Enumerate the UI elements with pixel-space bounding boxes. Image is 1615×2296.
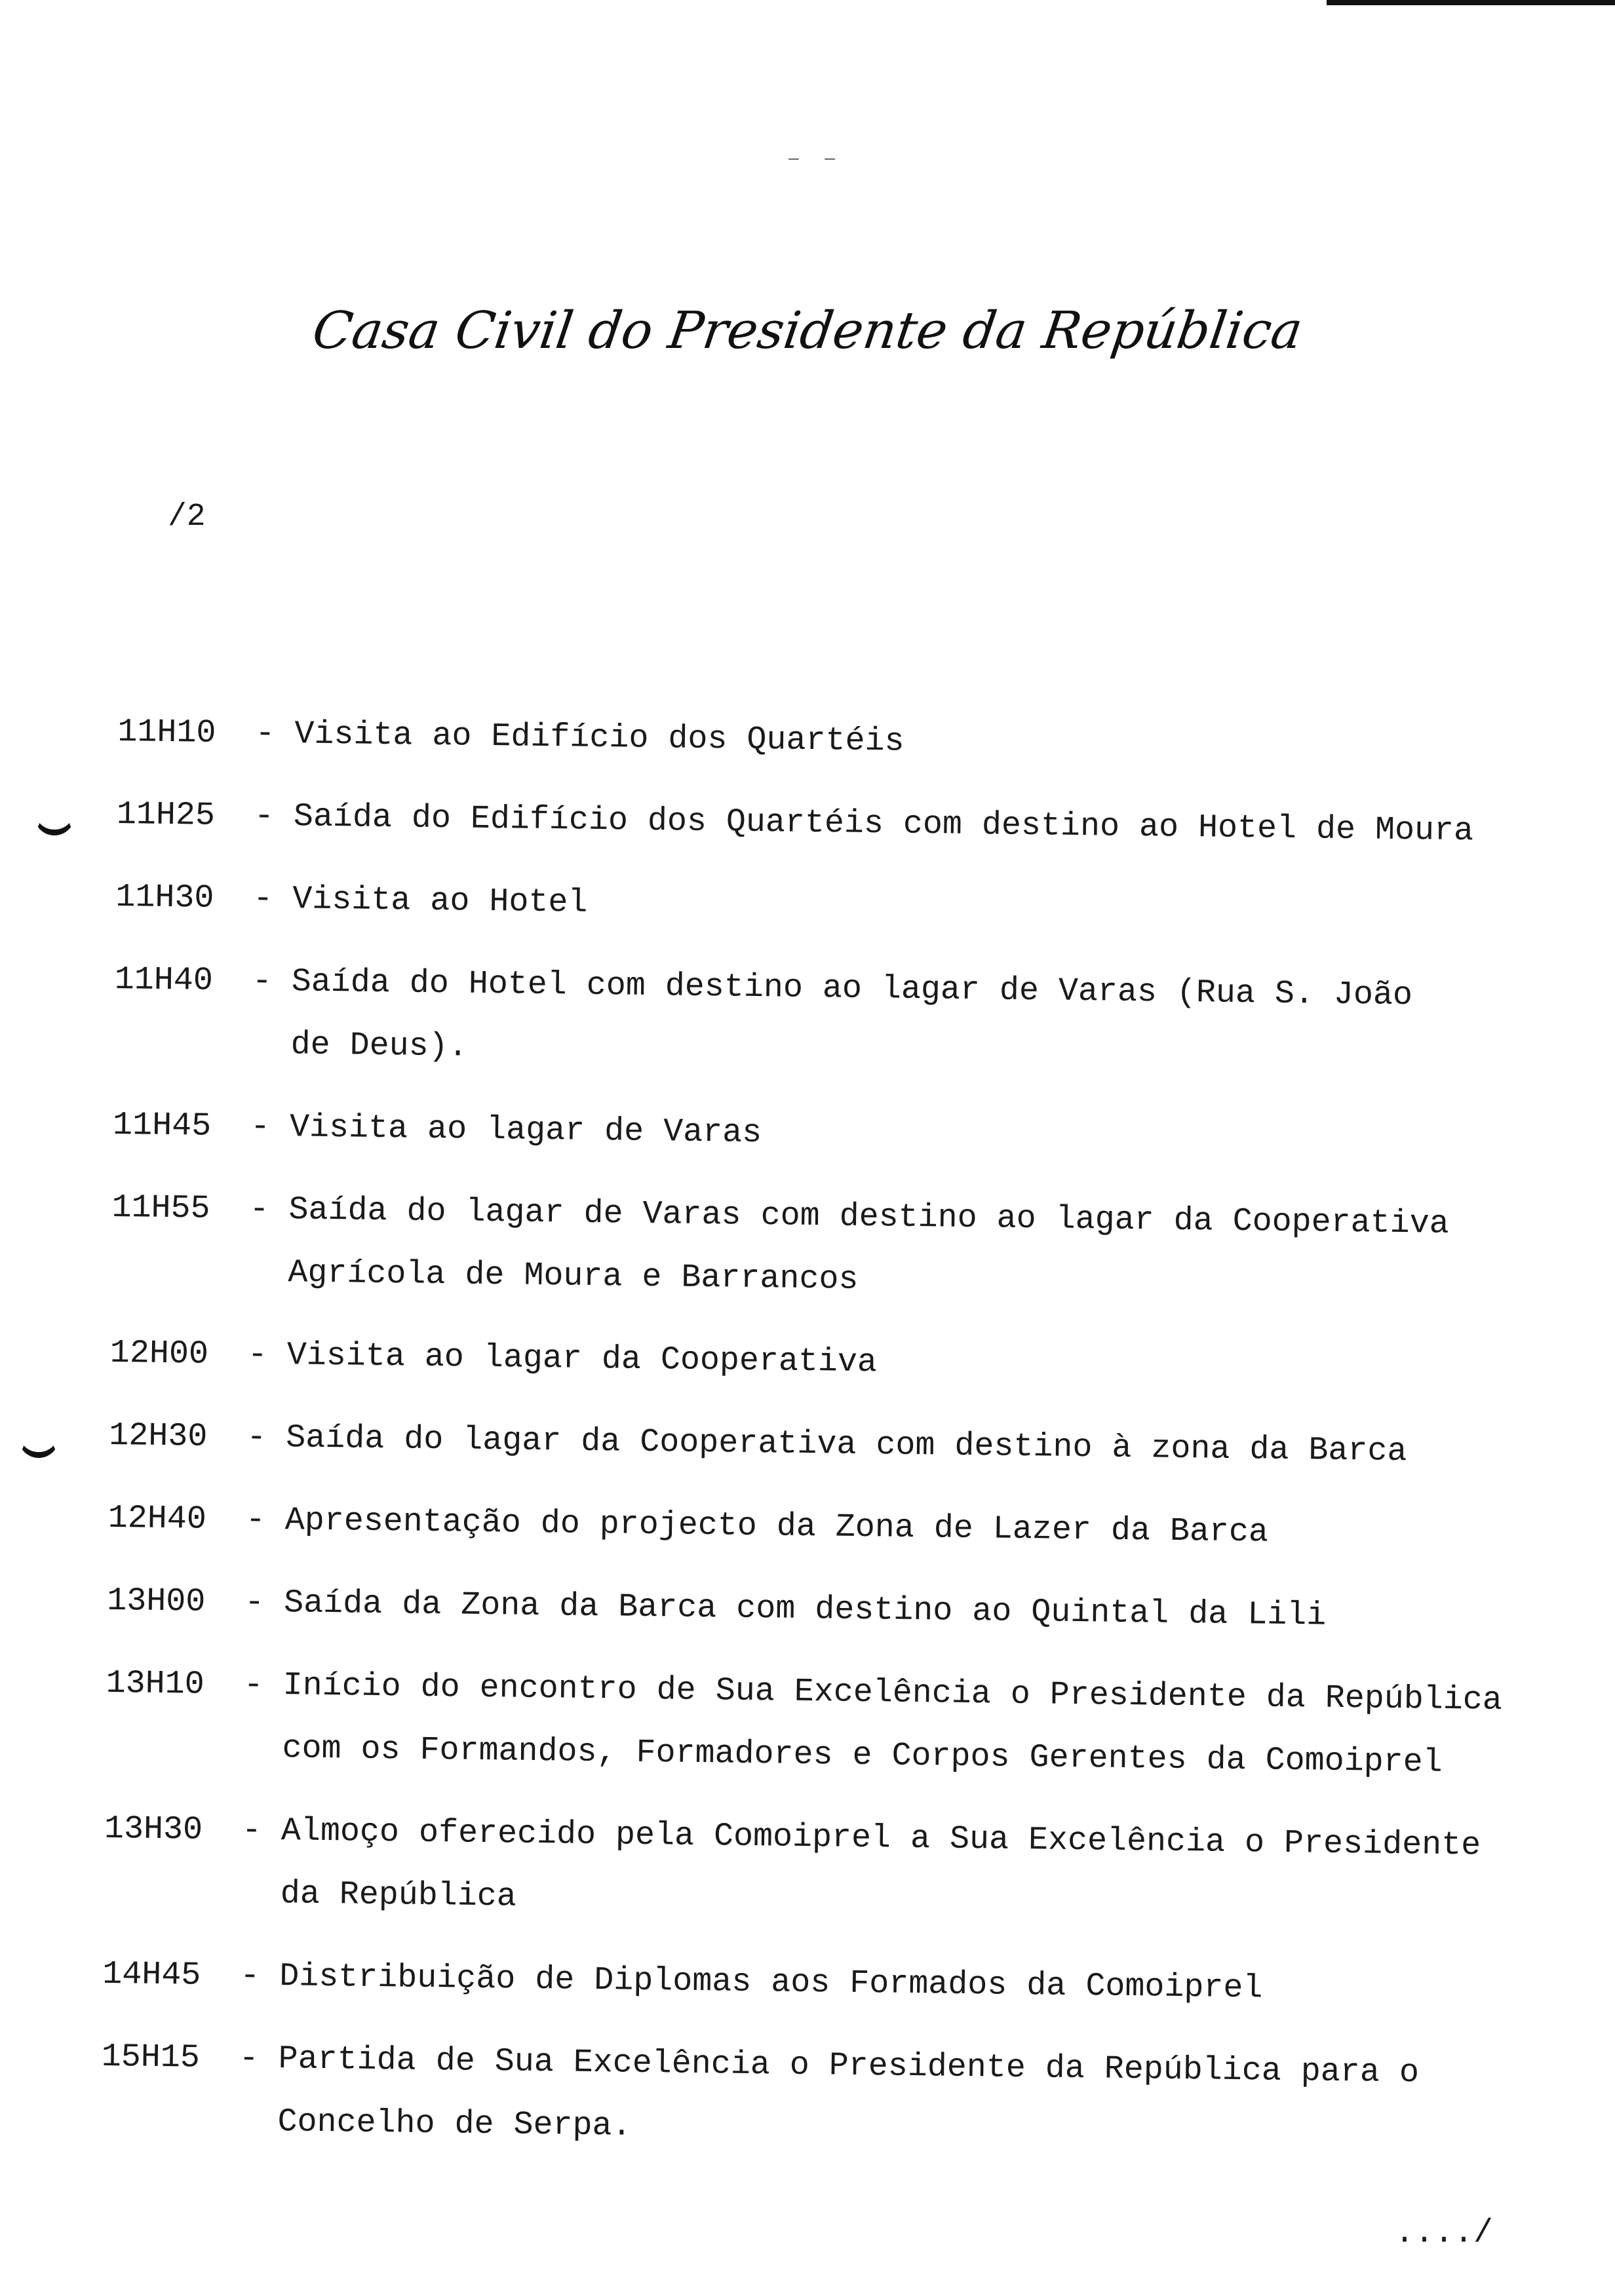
entry-separator: -: [252, 880, 273, 918]
entry-time: 12H30: [108, 1417, 208, 1456]
handwritten-check-mark: [34, 811, 75, 835]
schedule-entry: [102, 1943, 1519, 2023]
entry-time: 13H30: [104, 1810, 203, 1849]
schedule-entry: [113, 949, 1530, 1092]
entry-separator: -: [252, 963, 273, 1001]
entry-description: Partida de Sua Excelência o Presidente da República para o Concelho de Serpa.: [277, 2040, 1420, 2145]
schedule-entry: [112, 1094, 1528, 1174]
entry-time: 11H45: [112, 1106, 212, 1145]
schedule-entry: [107, 1570, 1523, 1650]
entry-time: 11H10: [117, 713, 216, 752]
entry-description: Saída do lagar de Varas com destino ao lagar da Cooperativa Agrícola de Moura e Barrancos: [288, 1191, 1450, 1299]
entry-description: Saída do lagar da Cooperativa com destino à zona da Barca: [285, 1419, 1407, 1471]
handwritten-check-mark: [18, 1434, 59, 1458]
entry-time: 12H00: [109, 1334, 209, 1373]
entry-description: Início do encontro de Sua Excelência o Presidente da República com os Formandos, Formadores e Corpos Gerentes da Comoiprel: [282, 1667, 1503, 1782]
entry-separator: -: [239, 2040, 260, 2078]
entry-description: Distribuição de Diplomas aos Formados da Comoiprel: [279, 1958, 1263, 2008]
entry-description: Saída do Hotel com destino ao lagar de Varas (Rua S. João de Deus).: [290, 963, 1413, 1066]
schedule-entry: [115, 866, 1532, 946]
entry-description: Saída da Zona da Barca com destino ao Quintal da Lili: [283, 1584, 1327, 1635]
entry-description: Visita ao Edifício dos Quartéis: [294, 716, 905, 761]
schedule-entry: [111, 1177, 1528, 1320]
entry-separator: -: [247, 1336, 268, 1374]
schedule-entry: [107, 1487, 1524, 1567]
entry-time: 11H55: [111, 1189, 210, 1228]
letterhead: Casa Civil do Presidente da República: [309, 301, 1306, 360]
entry-separator: -: [255, 715, 275, 753]
entry-time: 11H30: [115, 878, 214, 917]
entry-separator: -: [249, 1191, 269, 1229]
faint-dash-mark: – –: [787, 145, 841, 172]
entry-description: Visita ao lagar da Cooperativa: [286, 1337, 878, 1382]
schedule-entry: [103, 1798, 1520, 1941]
entry-time: 14H45: [102, 1955, 201, 1995]
top-edge-rule: [1327, 0, 1615, 5]
schedule-entry: [117, 701, 1534, 781]
entry-separator: -: [243, 1666, 264, 1704]
entry-time: 13H00: [106, 1582, 206, 1621]
schedule-entry: [105, 1653, 1522, 1795]
entry-separator: -: [245, 1501, 266, 1539]
entry-description: Visita ao lagar de Varas: [289, 1109, 762, 1153]
schedule-entry: [109, 1322, 1526, 1402]
entry-separator: -: [241, 1812, 262, 1850]
entry-time: 15H15: [101, 2038, 201, 2077]
entry-time: 11H25: [116, 795, 216, 835]
entry-time: 11H40: [114, 961, 214, 1000]
entry-time: 13H10: [106, 1664, 205, 1704]
entry-description: Visita ao Hotel: [292, 881, 588, 922]
continuation-mark: ..../: [1395, 2215, 1494, 2252]
entry-separator: -: [250, 1108, 271, 1146]
entry-separator: -: [246, 1419, 267, 1457]
entry-separator: -: [244, 1584, 265, 1622]
entry-description: Apresentação do projecto da Zona de Lazer da Barca: [284, 1502, 1269, 1552]
entry-separator: -: [254, 797, 275, 835]
schedule-entry: [109, 1405, 1525, 1485]
page-number: /2: [168, 499, 206, 535]
entry-description: Saída do Edifício dos Quartéis com destino ao Hotel de Moura: [293, 798, 1474, 851]
entry-description: Almoço oferecido pela Comoiprel a Sua Excelência o Presidente da República: [280, 1812, 1481, 1916]
schedule-entry: [100, 2026, 1517, 2169]
schedule-entry: [116, 784, 1532, 864]
schedule-list: [100, 701, 1534, 2189]
entry-time: 12H40: [107, 1499, 207, 1539]
entry-separator: -: [239, 1957, 260, 1995]
